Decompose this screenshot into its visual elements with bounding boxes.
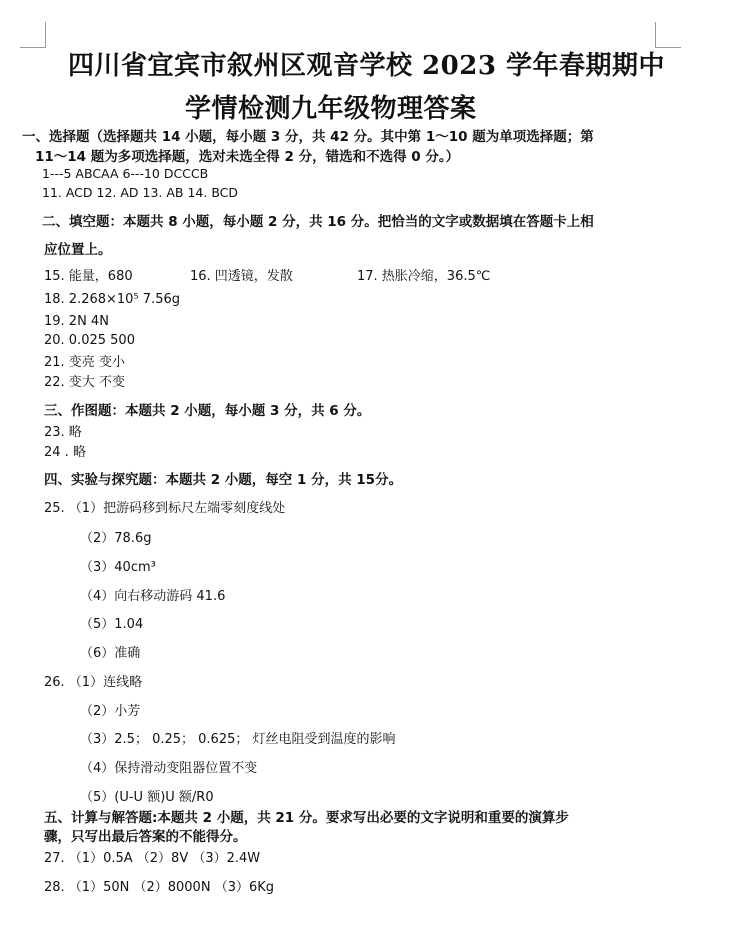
crop-mark-top-left (20, 22, 46, 48)
section-5-heading-line-2: 骤，只写出最后答案的不能得分。 (44, 829, 247, 845)
answer-1-10: 1---5 ABCAA 6---10 DCCCB (42, 166, 209, 181)
section-1-heading-line-2: 11～14 题为多项选择题，选对未选全得 2 分，错选和不选得 0 分。） (35, 149, 460, 165)
section-1-heading-line-1: 一、选择题（选择题共 14 小题，每小题 3 分，共 42 分。其中第 1～10 题为单项选择题；第 (22, 129, 594, 145)
title-line-2: 学情检测九年级物理答案 (185, 94, 477, 124)
answer-25-2: （2）78.6g (80, 531, 152, 546)
answer-11-14: 11. ACD 12. AD 13. AB 14. BCD (42, 185, 239, 200)
answer-22: 22. 变大 不变 (44, 375, 125, 390)
answer-25-1: 25. （1）把游码移到标尺左端零刻度线处 (44, 501, 286, 516)
title-line-1: 四川省宜宾市叙州区观音学校 2023 学年春期期中 (68, 51, 665, 81)
answer-25-4: （4）向右移动游码 41.6 (80, 589, 226, 604)
section-3-heading: 三、作图题：本题共 2 小题，每小题 3 分，共 6 分。 (44, 403, 371, 419)
section-4-heading: 四、实验与探究题：本题共 2 小题，每空 1 分，共 15分。 (44, 472, 403, 488)
answer-26-5: （5）(U-U 额)U 额/R0 (80, 790, 214, 805)
answer-25-5: （5）1.04 (80, 617, 144, 632)
answer-26-3: （3）2.5； 0.25； 0.625； 灯丝电阻受到温度的影响 (80, 732, 396, 747)
answer-26-1: 26. （1）连线略 (44, 675, 143, 690)
answer-25-3: （3）40cm³ (80, 560, 156, 575)
answer-16: 16. 凹透镜，发散 (190, 269, 293, 284)
answer-23: 23. 略 (44, 425, 82, 440)
section-2-heading-line-1: 二、填空题：本题共 8 小题，每小题 2 分，共 16 分。把恰当的文字或数据填在答题卡上相 (42, 214, 594, 230)
answer-25-6: （6）准确 (80, 646, 141, 661)
section-5-heading-line-1: 五、计算与解答题:本题共 2 小题，共 21 分。要求写出必要的文字说明和重要的演算步 (44, 810, 569, 826)
answer-28: 28. （1）50N （2）8000N （3）6Kg (44, 880, 275, 895)
answer-20: 20. 0.025 500 (44, 333, 135, 348)
answer-15: 15. 能量，680 (44, 269, 133, 284)
answer-24: 24 . 略 (44, 445, 86, 460)
answer-19: 19. 2N 4N (44, 314, 109, 329)
answer-27: 27. （1）0.5A （2）8V （3）2.4W (44, 851, 261, 866)
answer-17: 17. 热胀冷缩，36.5℃ (357, 269, 491, 284)
answer-18: 18. 2.268×10⁵ 7.56g (44, 292, 180, 307)
section-2-heading-line-2: 应位置上。 (44, 242, 112, 258)
answer-21: 21. 变亮 变小 (44, 355, 125, 370)
answer-26-2: （2）小芳 (80, 704, 141, 719)
answer-26-4: （4）保持滑动变阻器位置不变 (80, 761, 258, 776)
